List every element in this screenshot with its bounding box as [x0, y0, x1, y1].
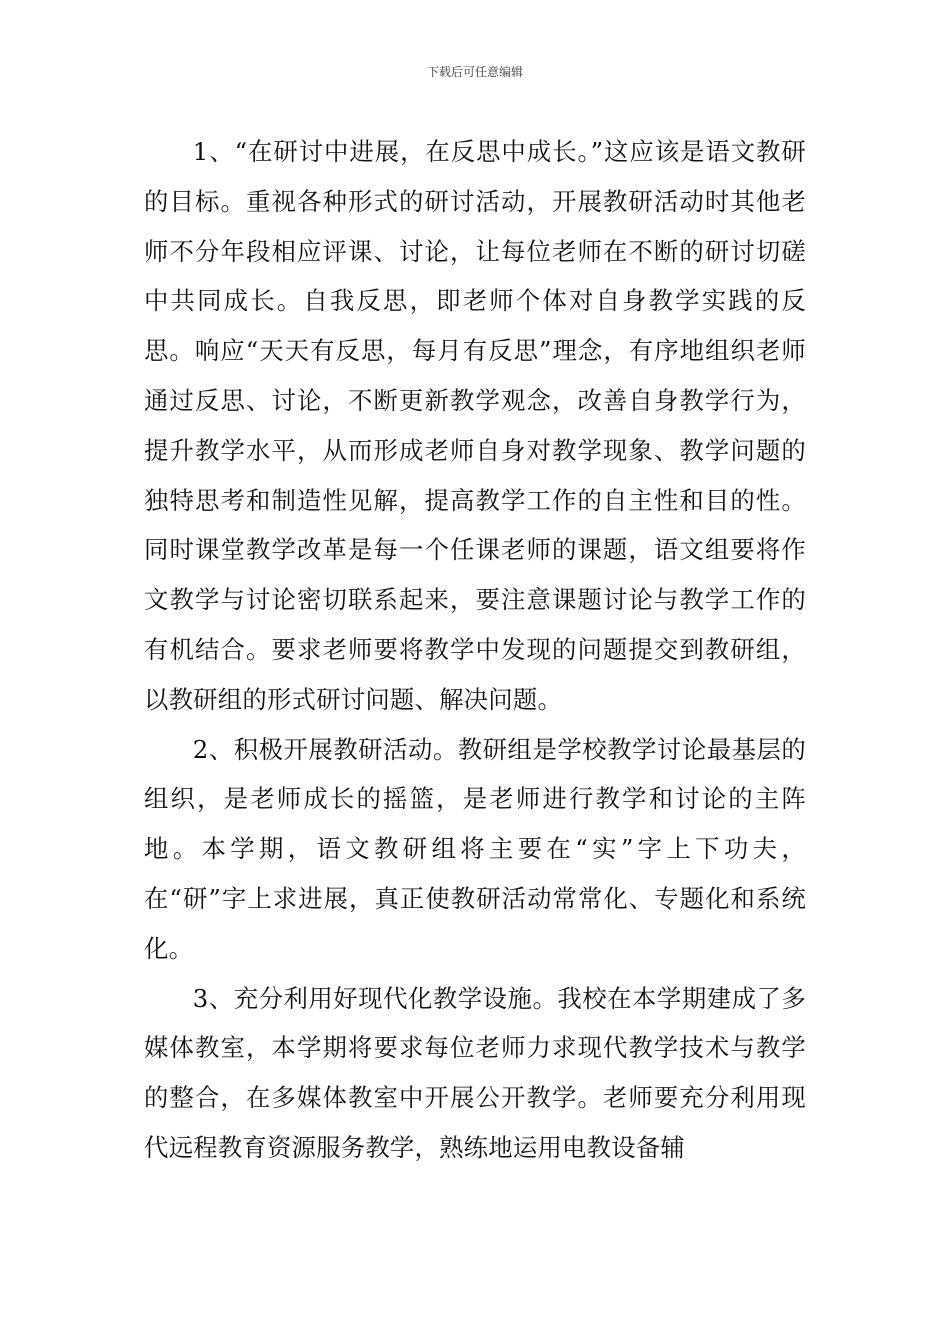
paragraph-2: 2、积极开展教研活动。教研组是学校教学讨论最基层的组织，是老师成长的摇篮，是老师进行教学和讨论的主阵地。本学期，语文教研组将主要在“实”字上下功夫，在“研”字上求进展，真正使教研活动常常化、专题化和系统化。	[144, 734, 806, 963]
paragraph-1: 1、“在研讨中进展，在反思中成长。”这应该是语文教研的目标。重视各种形式的研讨活动，开展教研活动时其他老师不分年段相应评课、讨论，让每位老师在不断的研讨切磋中共同成长。自我反思，即老师个体对自身教学实践的反思。响应“天天有反思，每月有反思”理念，有序地组织老师通过反思、讨论，不断更新教学观念，改善自身教学行为，提升教学水平，从而形成老师自身对教学现象、教学问题的独特思考和制造性见解，提高教学工作的自主性和目的性。同时课堂教学改革是每一个任课老师的课题，语文组要将作文教学与讨论密切联系起来，要注意课题讨论与教学工作的有机结合。要求老师要将教学中发现的问题提交到教研组，以教研组的形式研讨问题、解决问题。	[144, 137, 806, 714]
document-body	[144, 127, 806, 1173]
page-header-note: 下载后可任意编辑	[426, 65, 523, 79]
paragraph-3: 3、充分利用好现代化教学设施。我校在本学期建成了多媒体教室，本学期将要求每位老师力求现代教学技术与教学的整合，在多媒体教室中开展公开教学。老师要充分利用现代远程教育资源服务教学，熟练地运用电教设备辅	[144, 983, 806, 1162]
